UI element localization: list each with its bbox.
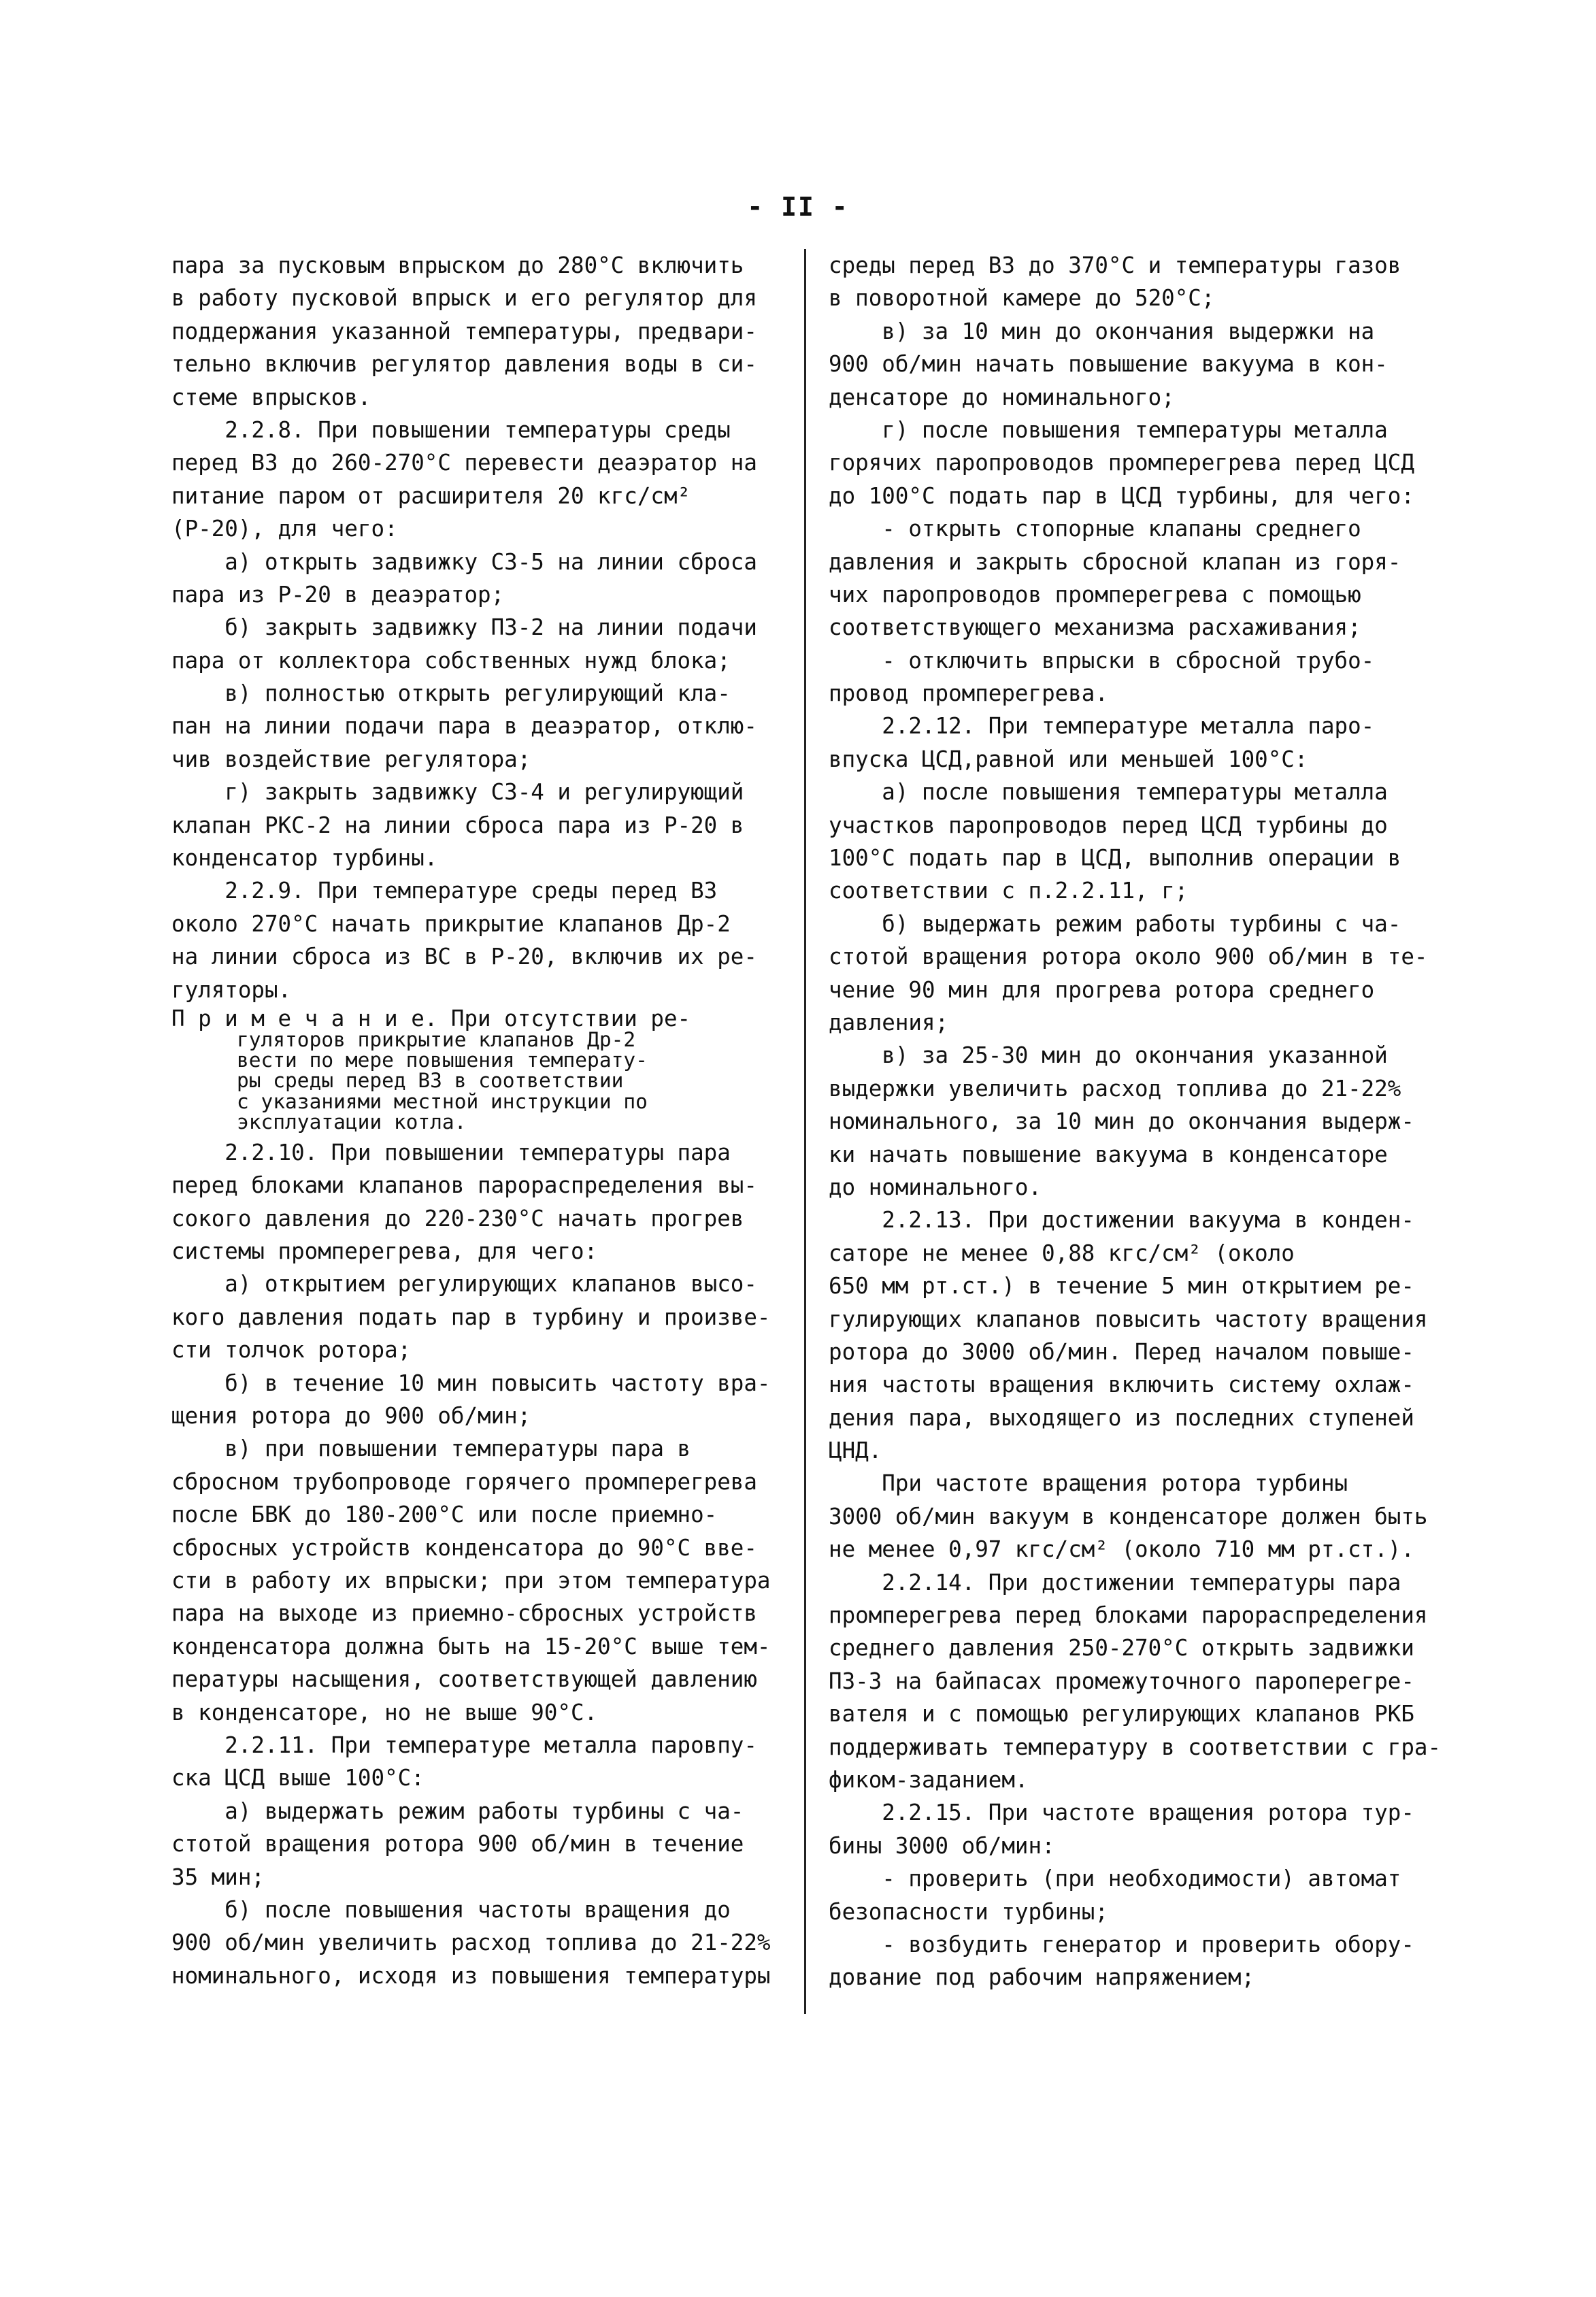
note-line: с указаниями местной инструкции по <box>237 1089 648 1113</box>
text-line: в) за 25-30 мин до окончания указанной <box>829 1042 1388 1069</box>
text-line: среды перед ВЗ до 370°С и температуры газов <box>829 252 1401 278</box>
text-line: поддержания указанной температуры, предвари- <box>171 318 757 344</box>
text-line: питание паром от расширителя 20 кгс/см² <box>171 482 691 509</box>
text-line: в) при повышении температуры пара в <box>171 1436 691 1462</box>
text-line: пературы насыщения, соответствующей давлению <box>171 1666 757 1693</box>
text-line: номинального, исходя из повышения температуры <box>171 1962 771 1989</box>
text-line: в поворотной камере до 520°С; <box>829 285 1215 312</box>
text-line: фиком-заданием. <box>829 1766 1029 1793</box>
text-line: а) после повышения температуры металла <box>829 779 1388 806</box>
text-line: пара за пусковым впрыском до 280°С включить <box>171 252 744 278</box>
text-line: поддерживать температуру в соответствии с гра- <box>829 1734 1442 1760</box>
text-line: 2.2.12. При температуре металла паро- <box>829 713 1375 740</box>
text-line: перед блоками клапанов парораспределения вы- <box>171 1172 757 1199</box>
text-line: вателя и с помощью регулирующих клапанов РКБ <box>829 1701 1414 1728</box>
text-line: промперегрева перед блоками парораспределения <box>829 1602 1428 1629</box>
text-line: а) открытием регулирующих клапанов высо- <box>171 1271 757 1298</box>
text-line: в) полностью открыть регулирующий кла- <box>171 680 731 707</box>
text-line: соответствующего механизма расхаживания; <box>829 614 1361 641</box>
text-line: 35 мин; <box>171 1864 265 1890</box>
text-line: до 100°С подать пар в ЦСД турбины, для чего: <box>829 482 1414 509</box>
text-line: пан на линии подачи пара в деаэратор, отклю- <box>171 713 757 740</box>
note-line: П р и м е ч а н и е. При отсутствии ре- <box>171 1005 691 1031</box>
text-line: горячих паропроводов промперегрева перед ЦСД <box>829 450 1414 476</box>
text-line: 2.2.9. При температуре среды перед ВЗ <box>171 878 718 904</box>
text-line: - отключить впрыски в сбросной трубо- <box>829 647 1375 674</box>
text-line: 3000 об/мин вакуум в конденсаторе должен быть <box>829 1503 1428 1530</box>
text-line: г) закрыть задвижку СЗ-4 и регулирующий <box>171 779 744 806</box>
text-line: стеме впрысков. <box>171 384 371 410</box>
text-line: соответствии с п.2.2.11, г; <box>829 878 1188 904</box>
text-line: ЦНД. <box>829 1438 882 1464</box>
text-line: 2.2.11. При температуре металла паровпу- <box>171 1732 757 1758</box>
text-line: пара на выходе из приемно-сбросных устройств <box>171 1600 757 1627</box>
text-line: до номинального. <box>829 1174 1042 1200</box>
text-line: сбросных устройств конденсатора до 90°С вве- <box>171 1534 757 1561</box>
text-line: пара от коллектора собственных нужд блока; <box>171 647 731 674</box>
text-line: 2.2.10. При повышении температуры пара <box>171 1139 731 1166</box>
column-divider <box>804 249 806 2014</box>
text-line: кого давления подать пар в турбину и произве- <box>171 1304 771 1330</box>
text-line: 2.2.14. При достижении температуры пара <box>829 1569 1401 1596</box>
text-line: 100°С подать пар в ЦСД, выполнив операции в <box>829 845 1401 872</box>
text-line: в работу пусковой впрыск и его регулятор для <box>171 285 757 312</box>
text-line: ки начать повышение вакуума в конденсаторе <box>829 1141 1388 1168</box>
text-line: - возбудить генератор и проверить обору- <box>829 1931 1414 1957</box>
text-line: б) после повышения частоты вращения до <box>171 1896 731 1923</box>
text-line: сти в работу их впрыски; при этом температура <box>171 1568 771 1593</box>
text-line: тельно включив регулятор давления воды в си- <box>171 351 757 378</box>
text-line: конденсатор турбины. <box>171 845 438 872</box>
note-line: гуляторов прикрытие клапанов Др-2 <box>237 1027 636 1051</box>
text-line: клапан РКС-2 на линии сброса пара из Р-20 в <box>171 812 744 838</box>
text-line: гулирующих клапанов повысить частоту вращения <box>829 1306 1428 1332</box>
text-line: ска ЦСД выше 100°С: <box>171 1765 425 1791</box>
note-block <box>171 1005 770 1134</box>
page-number: - II - <box>747 192 849 222</box>
text-line: денсаторе до номинального; <box>829 384 1175 410</box>
text-line: номинального, за 10 мин до окончания выдерж- <box>829 1108 1414 1135</box>
text-line: сбросном трубопроводе горячего промперегрева <box>171 1468 757 1495</box>
note-line: вести по мере повышения температу- <box>237 1048 648 1072</box>
text-line: дения пара, выходящего из последних ступеней <box>829 1404 1414 1431</box>
text-line: бины 3000 об/мин: <box>829 1832 1055 1859</box>
text-line: б) выдержать режим работы турбины с ча- <box>829 910 1401 937</box>
text-line: перед ВЗ до 260-270°С перевести деаэратор на <box>171 450 757 476</box>
text-line: среднего давления 250-270°С открыть задвижки <box>829 1635 1414 1662</box>
text-line: ния частоты вращения включить систему охлаж- <box>829 1372 1414 1398</box>
left-column <box>171 249 770 1992</box>
text-line: выдержки увеличить расход топлива до 21-22% <box>829 1075 1401 1102</box>
text-line: чив воздействие регулятора; <box>171 746 531 772</box>
text-line: - проверить (при необходимости) автомат <box>829 1866 1401 1892</box>
note-line: ры среды перед ВЗ в соответствии <box>237 1069 624 1093</box>
text-line: 900 об/мин увеличить расход топлива до 21-22% <box>171 1930 771 1956</box>
text-line: 2.2.13. При достижении вакуума в конден- <box>829 1207 1414 1234</box>
text-line: ротора до 3000 об/мин. Перед началом повыше- <box>829 1338 1414 1365</box>
text-line: около 270°С начать прикрытие клапанов Др-2 <box>171 910 731 937</box>
text-line: впуска ЦСД,равной или меньшей 100°С: <box>829 746 1308 772</box>
text-line: б) в течение 10 мин повысить частоту вра- <box>171 1370 771 1396</box>
text-line: 2.2.8. При повышении температуры среды <box>171 416 731 443</box>
text-line: дование под рабочим напряжением; <box>829 1964 1255 1991</box>
text-line: чение 90 мин для прогрева ротора среднего <box>829 976 1375 1003</box>
text-line: стотой вращения ротора около 900 об/мин в те- <box>829 944 1428 970</box>
text-line: - открыть стопорные клапаны среднего <box>829 516 1361 542</box>
text-line: г) после повышения температуры металла <box>829 416 1388 443</box>
text-line: (Р-20), для чего: <box>171 516 398 542</box>
text-line: 2.2.15. При частоте вращения ротора тур- <box>829 1800 1414 1826</box>
text-line: стотой вращения ротора 900 об/мин в течение <box>171 1831 744 1857</box>
text-line: саторе не менее 0,88 кгс/см² (около <box>829 1240 1295 1266</box>
text-line: конденсатора должна быть на 15-20°С выше тем- <box>171 1633 771 1659</box>
text-line: на линии сброса из ВС в Р-20, включив их ре- <box>171 944 757 970</box>
text-line: а) открыть задвижку СЗ-5 на линии сброса <box>171 548 757 575</box>
text-line: безопасности турбины; <box>829 1898 1108 1925</box>
text-line: давления; <box>829 1009 949 1036</box>
text-line: щения ротора до 900 об/мин; <box>171 1403 531 1430</box>
right-column <box>829 249 1441 1994</box>
text-line: 650 мм рт.ст.) в течение 5 мин открытием ре- <box>829 1273 1414 1300</box>
text-line: участков паропроводов перед ЦСД турбины до <box>829 812 1388 838</box>
text-line: При частоте вращения ротора турбины <box>829 1470 1348 1497</box>
text-line: сти толчок ротора; <box>171 1337 412 1364</box>
text-line: а) выдержать режим работы турбины с ча- <box>171 1798 744 1824</box>
text-line: провод промперегрева. <box>829 680 1108 707</box>
text-line: б) закрыть задвижку ПЗ-2 на линии подачи <box>171 614 757 641</box>
note-line: эксплуатации котла. <box>237 1110 467 1134</box>
text-line: после БВК до 180-200°С или после приемно- <box>171 1502 718 1528</box>
text-line: сокого давления до 220-230°С начать прогрев <box>171 1205 744 1232</box>
text-line: гуляторы. <box>171 976 292 1003</box>
text-line: 900 об/мин начать повышение вакуума в кон- <box>829 351 1388 378</box>
text-line: чих паропроводов промперегрева с помощью <box>829 581 1361 608</box>
text-line: в конденсаторе, но не выше 90°С. <box>171 1699 598 1725</box>
text-line: системы промперегрева, для чего: <box>171 1238 598 1265</box>
text-line: не менее 0,97 кгс/см² (около 710 мм рт.ст.). <box>829 1536 1414 1563</box>
text-line: в) за 10 мин до окончания выдержки на <box>829 318 1375 344</box>
text-line: ПЗ-3 на байпасах промежуточного пароперегре- <box>829 1668 1414 1694</box>
text-line: пара из Р-20 в деаэратор; <box>171 581 505 608</box>
text-line: давления и закрыть сбросной клапан из горя- <box>829 548 1401 575</box>
